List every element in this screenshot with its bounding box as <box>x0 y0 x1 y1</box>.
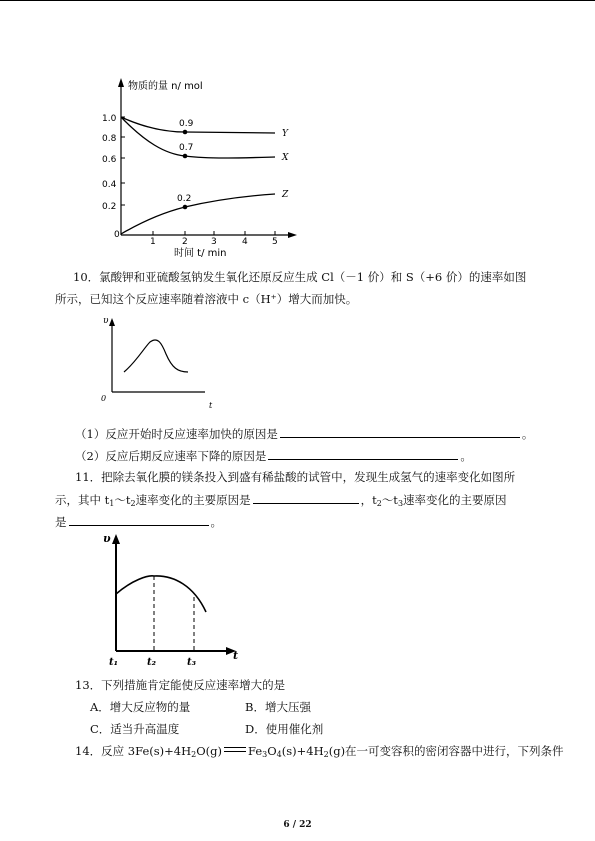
q10-origin: 0 <box>101 394 107 403</box>
q11-xlabel: t <box>233 649 239 662</box>
tick-t2: t₂ <box>147 657 156 668</box>
tick-t1: t₁ <box>109 657 118 668</box>
answer-blank[interactable] <box>69 514 209 526</box>
curve-label: Y <box>282 129 288 139</box>
q11-line3: 是 。 <box>55 515 222 529</box>
curve-z <box>121 194 275 234</box>
ytick: 0.4 <box>102 180 117 190</box>
q10-line2: 所示，已知这个反应速率随着溶液中 c（H⁺）增大而加快。 <box>55 292 358 306</box>
answer-blank[interactable] <box>268 448 458 460</box>
origin-label: 0 <box>114 230 120 240</box>
page-top-rule <box>0 0 595 1</box>
ytick: 0.8 <box>102 134 117 144</box>
tick-t3: t₃ <box>187 657 196 668</box>
q10-curve <box>124 340 188 372</box>
ytick: 0.6 <box>102 155 117 165</box>
q11-ylabel: υ <box>103 532 111 545</box>
q13-stem: 13．下列措施肯定能使反应速率增大的是 <box>75 678 286 692</box>
point-label: 0.2 <box>177 194 192 204</box>
answer-blank[interactable] <box>253 492 359 504</box>
graph1-xlabel: 时间 t/ min <box>174 248 227 259</box>
q10-xlabel: t <box>209 401 213 410</box>
xtick: 4 <box>242 237 248 247</box>
q10-line1: 10．氯酸钾和亚硫酸氢钠发生氧化还原反应生成 Cl（－1 价）和 S（+6 价）的速率如图 <box>73 270 527 284</box>
graph-q10-rate <box>100 310 220 410</box>
graph1-ylabel: 物质的量 n/ mol <box>128 81 203 92</box>
q13-option-a[interactable]: A．增大反应物的量 <box>90 700 191 714</box>
q14-line1: 14．反应 $3Fe(s)+4H_2O(g)$ $Fe_3O_4(s)+4H_2(g)$在一可变容积的密闭容器中进行，下列条件 <box>75 744 564 759</box>
q13-option-c[interactable]: C．适当升高温度 <box>90 722 180 736</box>
xtick: 5 <box>272 237 278 247</box>
ytick: 0.2 <box>102 202 117 212</box>
point-label: 0.9 <box>179 119 194 129</box>
xtick: 3 <box>211 237 217 247</box>
q13-option-d[interactable]: D．使用催化剂 <box>245 722 324 736</box>
curve-label: X <box>282 153 289 163</box>
q11-line1: 11．把除去氧化膜的镁条投入到盛有稀盐酸的试管中，发现生成氢气的速率变化如图所 <box>75 470 516 484</box>
q13-option-b[interactable]: B．增大压强 <box>245 700 311 714</box>
page-number: 6 / 22 <box>283 820 312 830</box>
graph-q11-rate <box>100 528 245 670</box>
answer-blank[interactable] <box>280 426 520 438</box>
graph-amount-vs-time <box>100 70 320 265</box>
point-label: 0.7 <box>179 143 194 153</box>
ytick: 1.0 <box>102 114 117 124</box>
curve-label: Z <box>282 190 289 200</box>
q11-curve <box>116 576 206 612</box>
q10-sub2: （2）反应后期反应速率下降的原因是 。 <box>75 449 472 463</box>
q10-sub1: （1）反应开始时反应速率加快的原因是 。 <box>75 427 534 441</box>
equilibrium-arrow-icon <box>224 745 246 755</box>
xtick: 2 <box>182 237 188 247</box>
q10-ylabel: υ <box>103 316 109 326</box>
q11-line2: 示，其中 $t_1\sim t_2$速率变化的主要原因是 ，$t_2\sim t_3$速率变化的主要原因 <box>55 493 507 508</box>
curve-y <box>121 117 275 133</box>
curve-x <box>121 117 275 158</box>
xtick: 1 <box>150 237 156 247</box>
